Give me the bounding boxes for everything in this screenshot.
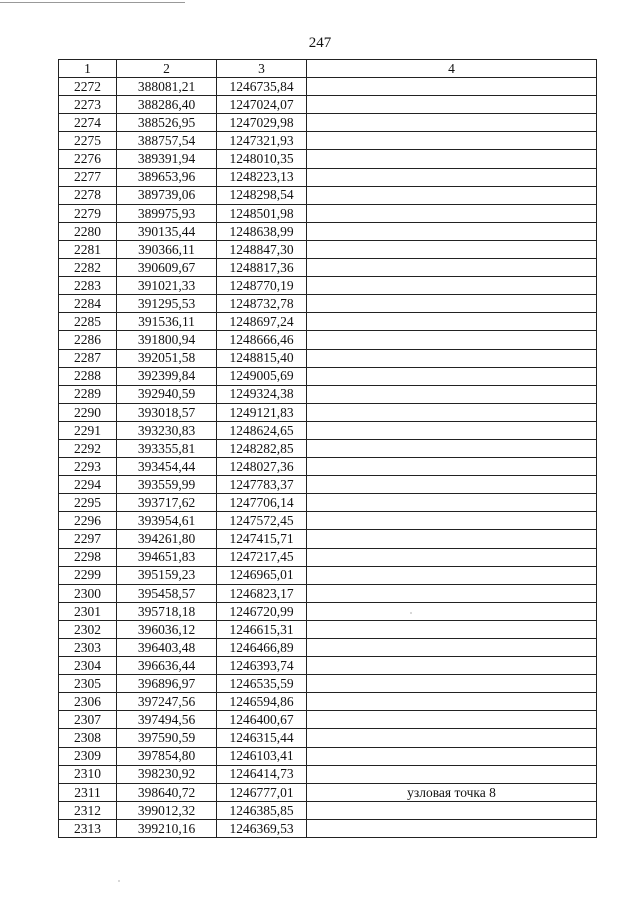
table-row	[59, 349, 597, 367]
x-coordinate-cell: 390135,44	[117, 222, 217, 240]
x-coordinate-cell: 391021,33	[117, 277, 217, 295]
table-row	[59, 657, 597, 675]
header-col-3: 3	[217, 60, 307, 78]
table-row	[59, 367, 597, 385]
point-number-cell: 2280	[59, 222, 117, 240]
x-coordinate-cell: 397247,56	[117, 693, 217, 711]
point-number-cell: 2279	[59, 204, 117, 222]
x-coordinate-cell: 398640,72	[117, 783, 217, 801]
note-cell	[307, 331, 597, 349]
point-number-cell: 2312	[59, 801, 117, 819]
y-coordinate-cell: 1248298,54	[217, 186, 307, 204]
table-row	[59, 783, 597, 801]
note-cell	[307, 566, 597, 584]
point-number-cell: 2294	[59, 476, 117, 494]
point-number-cell: 2282	[59, 259, 117, 277]
table-row	[59, 240, 597, 258]
note-cell: узловая точка 8	[307, 783, 597, 801]
y-coordinate-cell: 1246720,99	[217, 602, 307, 620]
y-coordinate-cell: 1248501,98	[217, 204, 307, 222]
x-coordinate-cell: 395718,18	[117, 602, 217, 620]
table-row	[59, 313, 597, 331]
x-coordinate-cell: 391536,11	[117, 313, 217, 331]
table-row	[59, 132, 597, 150]
table-row	[59, 204, 597, 222]
y-coordinate-cell: 1248666,46	[217, 331, 307, 349]
table-row	[59, 620, 597, 638]
table-row	[59, 476, 597, 494]
x-coordinate-cell: 388286,40	[117, 96, 217, 114]
x-coordinate-cell: 397854,80	[117, 747, 217, 765]
point-number-cell: 2274	[59, 114, 117, 132]
x-coordinate-cell: 393559,99	[117, 476, 217, 494]
x-coordinate-cell: 395458,57	[117, 584, 217, 602]
note-cell	[307, 801, 597, 819]
y-coordinate-cell: 1248282,85	[217, 439, 307, 457]
point-number-cell: 2276	[59, 150, 117, 168]
scan-speck	[410, 612, 412, 614]
x-coordinate-cell: 389975,93	[117, 204, 217, 222]
x-coordinate-cell: 393717,62	[117, 494, 217, 512]
y-coordinate-cell: 1246965,01	[217, 566, 307, 584]
note-cell	[307, 439, 597, 457]
point-number-cell: 2291	[59, 421, 117, 439]
point-number-cell: 2287	[59, 349, 117, 367]
x-coordinate-cell: 390609,67	[117, 259, 217, 277]
point-number-cell: 2301	[59, 602, 117, 620]
x-coordinate-cell: 388526,95	[117, 114, 217, 132]
note-cell	[307, 168, 597, 186]
y-coordinate-cell: 1246777,01	[217, 783, 307, 801]
table-row	[59, 729, 597, 747]
y-coordinate-cell: 1246414,73	[217, 765, 307, 783]
table-row	[59, 747, 597, 765]
point-number-cell: 2302	[59, 620, 117, 638]
header-col-4: 4	[307, 60, 597, 78]
point-number-cell: 2296	[59, 512, 117, 530]
table-row	[59, 186, 597, 204]
y-coordinate-cell: 1248770,19	[217, 277, 307, 295]
note-cell	[307, 602, 597, 620]
note-cell	[307, 78, 597, 96]
point-number-cell: 2293	[59, 458, 117, 476]
y-coordinate-cell: 1248027,36	[217, 458, 307, 476]
y-coordinate-cell: 1246466,89	[217, 639, 307, 657]
point-number-cell: 2273	[59, 96, 117, 114]
note-cell	[307, 476, 597, 494]
x-coordinate-cell: 393018,57	[117, 403, 217, 421]
x-coordinate-cell: 393355,81	[117, 439, 217, 457]
y-coordinate-cell: 1246385,85	[217, 801, 307, 819]
note-cell	[307, 240, 597, 258]
table-row	[59, 331, 597, 349]
y-coordinate-cell: 1248223,13	[217, 168, 307, 186]
x-coordinate-cell: 399210,16	[117, 819, 217, 837]
note-cell	[307, 458, 597, 476]
point-number-cell: 2305	[59, 675, 117, 693]
point-number-cell: 2313	[59, 819, 117, 837]
point-number-cell: 2278	[59, 186, 117, 204]
table-row	[59, 458, 597, 476]
table-header-row	[59, 60, 597, 78]
x-coordinate-cell: 388757,54	[117, 132, 217, 150]
note-cell	[307, 620, 597, 638]
note-cell	[307, 132, 597, 150]
y-coordinate-cell: 1246369,53	[217, 819, 307, 837]
note-cell	[307, 729, 597, 747]
y-coordinate-cell: 1246823,17	[217, 584, 307, 602]
note-cell	[307, 819, 597, 837]
note-cell	[307, 204, 597, 222]
y-coordinate-cell: 1248817,36	[217, 259, 307, 277]
y-coordinate-cell: 1249005,69	[217, 367, 307, 385]
x-coordinate-cell: 392940,59	[117, 385, 217, 403]
point-number-cell: 2310	[59, 765, 117, 783]
point-number-cell: 2309	[59, 747, 117, 765]
y-coordinate-cell: 1246315,44	[217, 729, 307, 747]
x-coordinate-cell: 394651,83	[117, 548, 217, 566]
y-coordinate-cell: 1246103,41	[217, 747, 307, 765]
note-cell	[307, 584, 597, 602]
point-number-cell: 2275	[59, 132, 117, 150]
table-row	[59, 512, 597, 530]
x-coordinate-cell: 396036,12	[117, 620, 217, 638]
point-number-cell: 2297	[59, 530, 117, 548]
point-number-cell: 2303	[59, 639, 117, 657]
x-coordinate-cell: 394261,80	[117, 530, 217, 548]
y-coordinate-cell: 1248815,40	[217, 349, 307, 367]
y-coordinate-cell: 1248732,78	[217, 295, 307, 313]
point-number-cell: 2311	[59, 783, 117, 801]
table-row	[59, 78, 597, 96]
y-coordinate-cell: 1246594,86	[217, 693, 307, 711]
table-row	[59, 150, 597, 168]
x-coordinate-cell: 388081,21	[117, 78, 217, 96]
table-row	[59, 711, 597, 729]
table-row	[59, 277, 597, 295]
point-number-cell: 2284	[59, 295, 117, 313]
note-cell	[307, 675, 597, 693]
note-cell	[307, 114, 597, 132]
note-cell	[307, 259, 597, 277]
table-row	[59, 693, 597, 711]
x-coordinate-cell: 392399,84	[117, 367, 217, 385]
note-cell	[307, 295, 597, 313]
note-cell	[307, 349, 597, 367]
y-coordinate-cell: 1248624,65	[217, 421, 307, 439]
note-cell	[307, 693, 597, 711]
y-coordinate-cell: 1246615,31	[217, 620, 307, 638]
note-cell	[307, 657, 597, 675]
y-coordinate-cell: 1246400,67	[217, 711, 307, 729]
x-coordinate-cell: 399012,32	[117, 801, 217, 819]
y-coordinate-cell: 1248638,99	[217, 222, 307, 240]
point-number-cell: 2283	[59, 277, 117, 295]
x-coordinate-cell: 395159,23	[117, 566, 217, 584]
y-coordinate-cell: 1246535,59	[217, 675, 307, 693]
x-coordinate-cell: 393954,61	[117, 512, 217, 530]
table-row	[59, 801, 597, 819]
table-row	[59, 403, 597, 421]
point-number-cell: 2292	[59, 439, 117, 457]
x-coordinate-cell: 398230,92	[117, 765, 217, 783]
note-cell	[307, 403, 597, 421]
y-coordinate-cell: 1249324,38	[217, 385, 307, 403]
note-cell	[307, 367, 597, 385]
table-row	[59, 222, 597, 240]
note-cell	[307, 385, 597, 403]
point-number-cell: 2298	[59, 548, 117, 566]
note-cell	[307, 222, 597, 240]
x-coordinate-cell: 389391,94	[117, 150, 217, 168]
header-col-2: 2	[117, 60, 217, 78]
table-row	[59, 96, 597, 114]
y-coordinate-cell: 1248847,30	[217, 240, 307, 258]
table-row	[59, 421, 597, 439]
table-row	[59, 385, 597, 403]
note-cell	[307, 530, 597, 548]
y-coordinate-cell: 1248697,24	[217, 313, 307, 331]
table-row	[59, 439, 597, 457]
x-coordinate-cell: 396896,97	[117, 675, 217, 693]
table-body	[59, 78, 597, 838]
point-number-cell: 2281	[59, 240, 117, 258]
point-number-cell: 2285	[59, 313, 117, 331]
note-cell	[307, 313, 597, 331]
point-number-cell: 2307	[59, 711, 117, 729]
x-coordinate-cell: 390366,11	[117, 240, 217, 258]
x-coordinate-cell: 396636,44	[117, 657, 217, 675]
x-coordinate-cell: 397494,56	[117, 711, 217, 729]
x-coordinate-cell: 389739,06	[117, 186, 217, 204]
y-coordinate-cell: 1248010,35	[217, 150, 307, 168]
table-row	[59, 675, 597, 693]
point-number-cell: 2308	[59, 729, 117, 747]
x-coordinate-cell: 389653,96	[117, 168, 217, 186]
x-coordinate-cell: 391800,94	[117, 331, 217, 349]
table-row	[59, 584, 597, 602]
y-coordinate-cell: 1246393,74	[217, 657, 307, 675]
note-cell	[307, 548, 597, 566]
note-cell	[307, 150, 597, 168]
page-number: 247	[308, 35, 332, 51]
table-row	[59, 168, 597, 186]
y-coordinate-cell: 1247706,14	[217, 494, 307, 512]
x-coordinate-cell: 393230,83	[117, 421, 217, 439]
table-row	[59, 639, 597, 657]
note-cell	[307, 512, 597, 530]
point-number-cell: 2272	[59, 78, 117, 96]
table-row	[59, 259, 597, 277]
table-row	[59, 494, 597, 512]
y-coordinate-cell: 1247024,07	[217, 96, 307, 114]
table-row	[59, 566, 597, 584]
x-coordinate-cell: 391295,53	[117, 295, 217, 313]
y-coordinate-cell: 1246735,84	[217, 78, 307, 96]
y-coordinate-cell: 1247321,93	[217, 132, 307, 150]
point-number-cell: 2289	[59, 385, 117, 403]
scan-speck	[118, 880, 120, 882]
note-cell	[307, 96, 597, 114]
y-coordinate-cell: 1247572,45	[217, 512, 307, 530]
x-coordinate-cell: 396403,48	[117, 639, 217, 657]
table-row	[59, 602, 597, 620]
note-cell	[307, 494, 597, 512]
x-coordinate-cell: 393454,44	[117, 458, 217, 476]
point-number-cell: 2288	[59, 367, 117, 385]
note-cell	[307, 747, 597, 765]
y-coordinate-cell: 1247783,37	[217, 476, 307, 494]
header-col-1: 1	[59, 60, 117, 78]
note-cell	[307, 639, 597, 657]
note-cell	[307, 421, 597, 439]
point-number-cell: 2299	[59, 566, 117, 584]
point-number-cell: 2300	[59, 584, 117, 602]
x-coordinate-cell: 392051,58	[117, 349, 217, 367]
table-row	[59, 819, 597, 837]
y-coordinate-cell: 1247217,45	[217, 548, 307, 566]
table-row	[59, 114, 597, 132]
note-cell	[307, 765, 597, 783]
y-coordinate-cell: 1249121,83	[217, 403, 307, 421]
table-row	[59, 530, 597, 548]
top-edge-line	[0, 2, 185, 3]
x-coordinate-cell: 397590,59	[117, 729, 217, 747]
note-cell	[307, 277, 597, 295]
table-row	[59, 295, 597, 313]
note-cell	[307, 711, 597, 729]
point-number-cell: 2286	[59, 331, 117, 349]
point-number-cell: 2290	[59, 403, 117, 421]
y-coordinate-cell: 1247415,71	[217, 530, 307, 548]
table-row	[59, 765, 597, 783]
point-number-cell: 2304	[59, 657, 117, 675]
note-cell	[307, 186, 597, 204]
table-row	[59, 548, 597, 566]
point-number-cell: 2306	[59, 693, 117, 711]
y-coordinate-cell: 1247029,98	[217, 114, 307, 132]
point-number-cell: 2277	[59, 168, 117, 186]
coordinates-table	[58, 59, 597, 838]
point-number-cell: 2295	[59, 494, 117, 512]
